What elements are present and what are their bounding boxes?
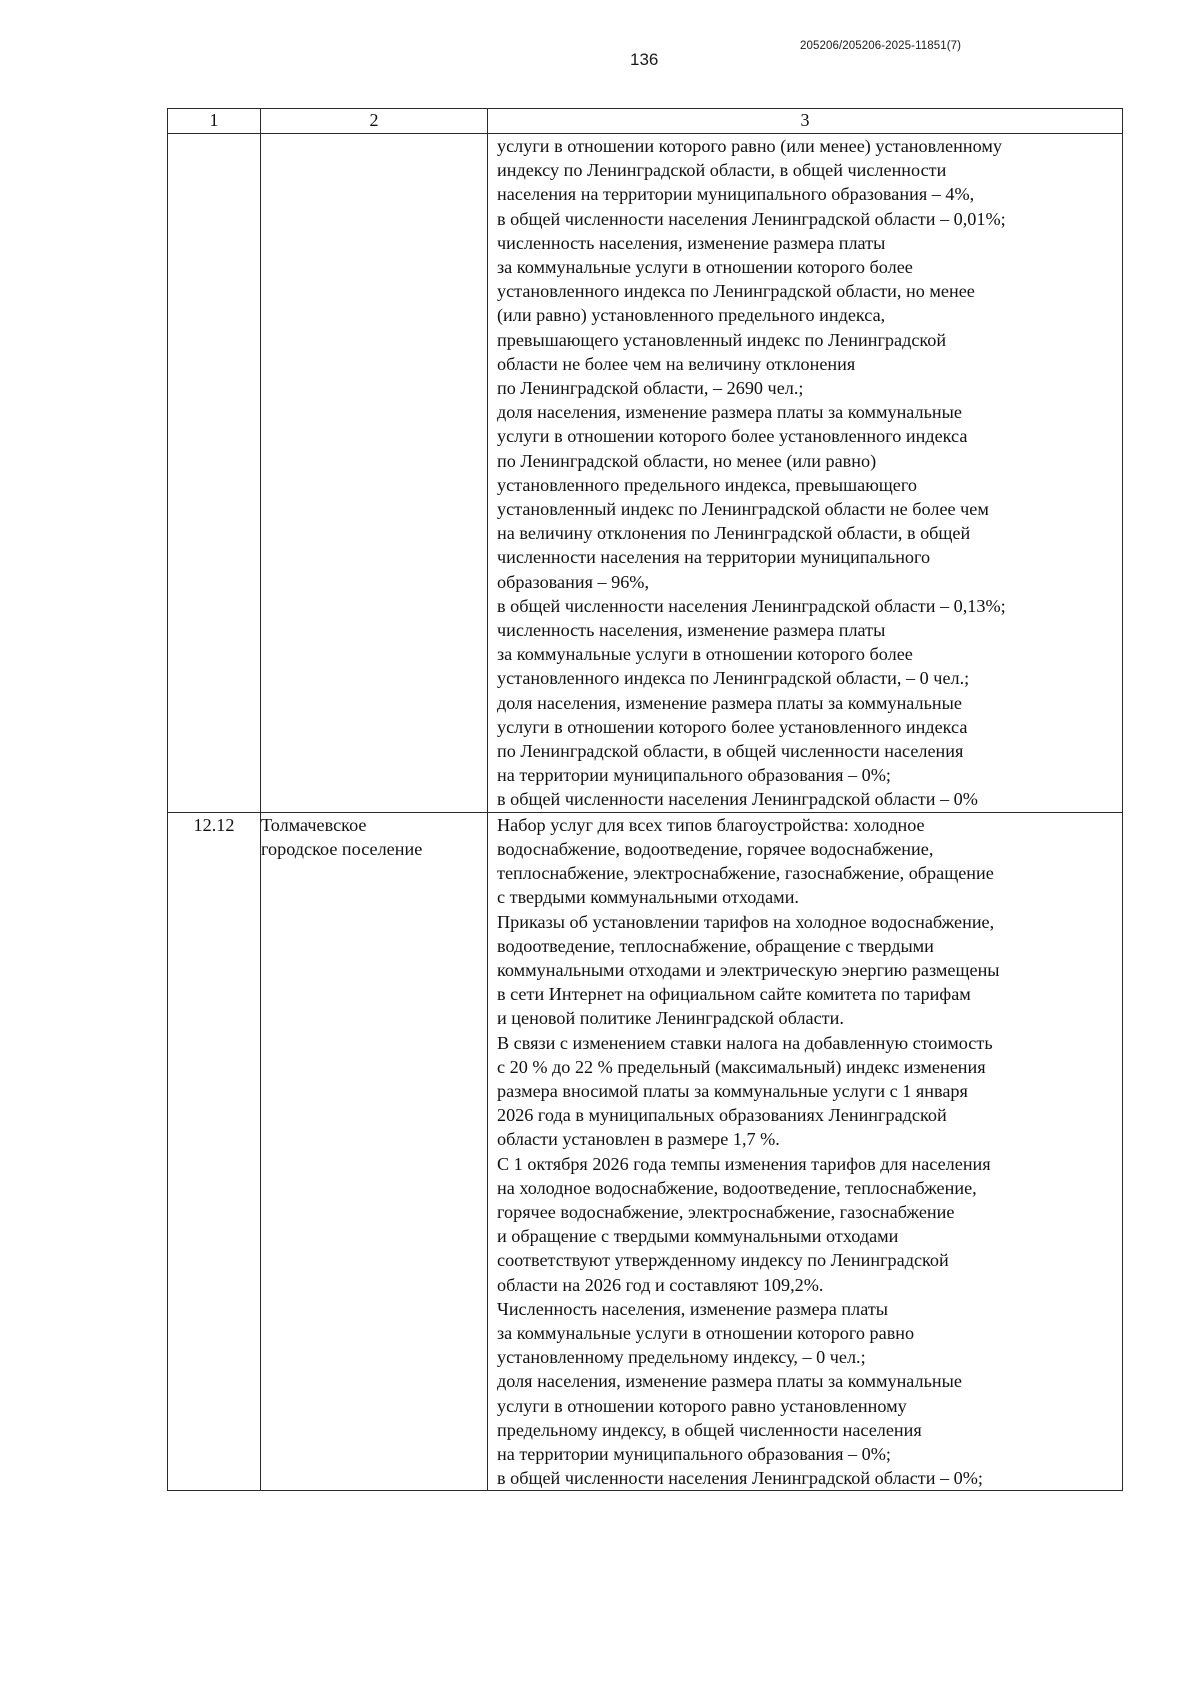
description-text [488, 813, 1122, 1491]
text-line: установленный индекс по Ленинградской области не более чем [497, 499, 989, 520]
text-line: услуги в отношении которого более установленного индекса [497, 426, 968, 447]
text-line: на величину отклонения по Ленинградской области, в общей [497, 523, 971, 544]
municipality-name-line: городское поселение [261, 838, 423, 859]
table-row-12-12 [168, 812, 1123, 1491]
text-line: установленного индекса по Ленинградской области, – 0 чел.; [497, 668, 970, 689]
text-line: области на 2026 год и составляют 109,2%. [497, 1274, 824, 1295]
table-header-row [168, 109, 1123, 134]
text-line: установленного предельного индекса, превышающего [497, 474, 917, 495]
text-line: Численность населения, изменение размера платы [497, 1298, 888, 1319]
text-line: предельному индексу, в общей численности населения [497, 1419, 922, 1440]
text-line: с 20 % до 22 % предельный (максимальный) индекс изменения [497, 1056, 986, 1077]
text-line: на территории муниципального образования – 0%; [497, 1443, 891, 1464]
text-line: услуги в отношении которого равно (или менее) установленному [497, 136, 1002, 156]
text-line: С 1 октября 2026 года темпы изменения тарифов для населения [497, 1153, 991, 1174]
text-line: в общей численности населения Ленинградской области – 0,13%; [497, 595, 1006, 616]
description-cell [488, 134, 1123, 813]
text-line: за коммунальные услуги в отношении которого более [497, 644, 913, 665]
description-text [488, 134, 1122, 812]
text-line: доля населения, изменение размера платы за коммунальные [497, 402, 962, 423]
text-line: образования – 96%, [497, 571, 650, 592]
text-line: области установлен в размере 1,7 %. [497, 1129, 780, 1150]
text-line: услуги в отношении которого более установленного индекса [497, 716, 968, 737]
text-line: Приказы об установлении тарифов на холодное водоснабжение, [497, 911, 995, 932]
text-line: установленного индекса по Ленинградской области, но менее [497, 281, 975, 302]
text-line: горячее водоснабжение, электроснабжение, газоснабжение [497, 1201, 955, 1222]
header-col-1: 1 [168, 109, 261, 134]
header-col-3: 3 [488, 109, 1123, 134]
text-line: в общей численности населения Ленинградской области – 0,01%; [497, 208, 1006, 229]
text-line: за коммунальные услуги в отношении которого более [497, 257, 913, 278]
text-line: и обращение с твердыми коммунальными отходами [497, 1226, 899, 1247]
number-cell [168, 134, 261, 813]
text-line: в общей численности населения Ленинградской области – 0% [497, 789, 978, 810]
row-number: 12.12 [168, 812, 261, 1491]
text-line: размера вносимой платы за коммунальные услуги с 1 января [497, 1080, 968, 1101]
text-line: по Ленинградской области, – 2690 чел.; [497, 378, 804, 399]
text-line: индексу по Ленинградской области, в общей численности [497, 160, 947, 181]
text-line: 2026 года в муниципальных образованиях Ленинградской [497, 1105, 947, 1126]
text-line: области не более чем на величину отклонения [497, 353, 856, 374]
text-line: коммунальными отходами и электрическую энергию размещены [497, 959, 1000, 980]
text-line: на холодное водоснабжение, водоотведение, теплоснабжение, [497, 1177, 977, 1198]
text-line: доля населения, изменение размера платы за коммунальные [497, 692, 962, 713]
text-line: соответствуют утвержденному индексу по Ленинградской [497, 1250, 949, 1271]
description-cell [488, 812, 1123, 1491]
text-line: населения на территории муниципального образования – 4%, [497, 184, 975, 205]
text-line: водоотведение, теплоснабжение, обращение с твердыми [497, 935, 934, 956]
table-row-continuation [168, 134, 1123, 813]
page-number: 136 [630, 50, 659, 69]
text-line: В связи с изменением ставки налога на добавленную стоимость [497, 1032, 993, 1053]
municipality-name [261, 812, 488, 1491]
text-line: и ценовой политике Ленинградской области. [497, 1008, 844, 1029]
text-line: доля населения, изменение размера платы за коммунальные [497, 1371, 962, 1392]
text-line: численность населения, изменение размера платы [497, 232, 886, 253]
text-line: теплоснабжение, электроснабжение, газоснабжение, обращение [497, 863, 994, 884]
municipality-name-line: Толмачевское [261, 814, 367, 835]
text-line: по Ленинградской области, в общей численности населения [497, 741, 964, 762]
document-id: 205206/205206-2025-11851(7) [800, 40, 962, 52]
text-line: за коммунальные услуги в отношении которого равно [497, 1322, 915, 1343]
text-line: по Ленинградской области, но менее (или равно) [497, 450, 877, 471]
text-line: на территории муниципального образования – 0%; [497, 765, 891, 786]
text-line: численности населения на территории муниципального [497, 547, 931, 568]
text-line: в общей численности населения Ленинградской области – 0%; [497, 1468, 983, 1489]
text-line: с твердыми коммунальными отходами. [497, 887, 799, 908]
text-line: установленному предельному индексу, – 0 чел.; [497, 1347, 866, 1368]
text-line: услуги в отношении которого равно установленному [497, 1395, 907, 1416]
text-line: численность населения, изменение размера платы [497, 620, 886, 641]
text-line: превышающего установленный индекс по Ленинградской [497, 329, 947, 350]
text-line: в сети Интернет на официальном сайте комитета по тарифам [497, 984, 971, 1005]
text-line: водоснабжение, водоотведение, горячее водоснабжение, [497, 838, 934, 859]
tariff-table [167, 108, 1123, 1491]
text-line: Набор услуг для всех типов благоустройства: холодное [497, 814, 925, 835]
text-line: (или равно) установленного предельного индекса, [497, 305, 886, 326]
municipality-cell [261, 134, 488, 813]
header-col-2: 2 [261, 109, 488, 134]
